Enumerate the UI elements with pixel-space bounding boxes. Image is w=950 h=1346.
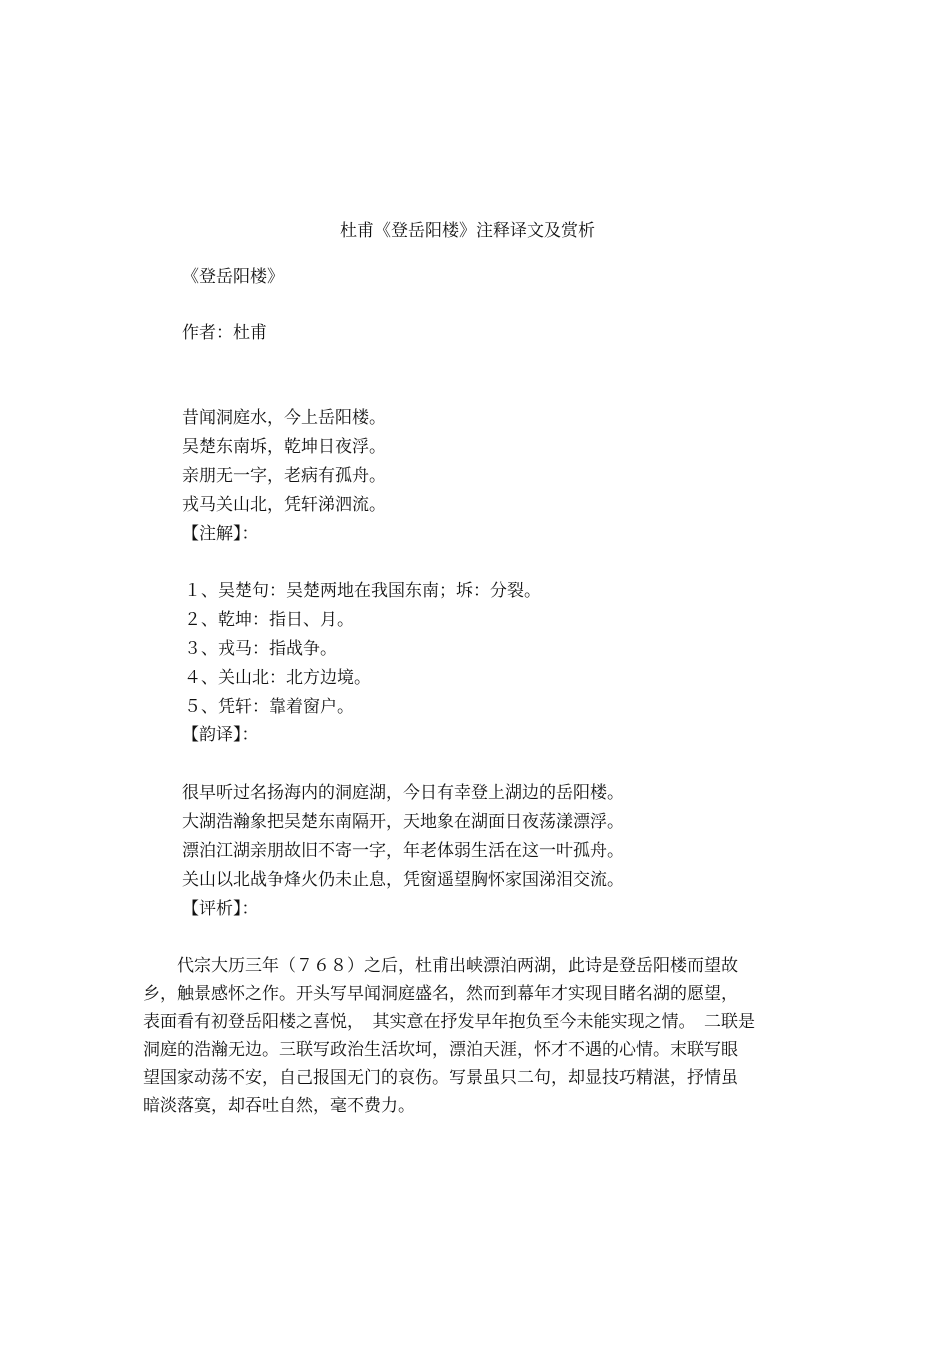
page-title: 杜甫《登岳阳楼》注释译文及赏析	[340, 221, 595, 241]
analysis-line: 表面看有初登岳阳楼之喜悦， 其实意在抒发早年抱负至今未能实现之情。 二联是	[143, 1012, 755, 1032]
analysis-line: 代宗大历三年（７６８）之后，杜甫出峡漂泊两湖，此诗是登岳阳楼而望故	[143, 956, 738, 976]
translation-line: 关山以北战争烽火仍未止息，凭窗遥望胸怀家国涕泪交流。	[182, 870, 624, 890]
translation-heading: 【韵译】：	[182, 725, 259, 745]
analysis-line: 暗淡落寞，却吞吐自然，毫不费力。	[143, 1096, 415, 1116]
analysis-line: 乡，触景感怀之作。开头写早闻洞庭盛名，然而到幕年才实现目睹名湖的愿望，	[143, 984, 738, 1004]
poem-line: 吴楚东南坼，乾坤日夜浮。	[182, 437, 386, 457]
translation-line: 漂泊江湖亲朋故旧不寄一字，年老体弱生活在这一叶孤舟。	[182, 841, 624, 861]
note-item: ３、戎马：指战争。	[184, 639, 337, 659]
poem-line: 戎马关山北，凭轩涕泗流。	[182, 495, 386, 515]
notes-heading: 【注解】：	[182, 524, 259, 544]
analysis-heading: 【评析】：	[182, 899, 259, 919]
note-item: ２、乾坤：指日、月。	[184, 610, 354, 630]
translation-line: 很早听过名扬海内的洞庭湖，今日有幸登上湖边的岳阳楼。	[182, 783, 624, 803]
poem-line: 昔闻洞庭水，今上岳阳楼。	[182, 408, 386, 428]
note-item: ５、凭轩：靠着窗户。	[184, 697, 354, 717]
note-item: ４、关山北：北方边境。	[184, 668, 371, 688]
translation-line: 大湖浩瀚象把吴楚东南隔开，天地象在湖面日夜荡漾漂浮。	[182, 812, 624, 832]
author-line: 作者：杜甫	[182, 323, 267, 343]
analysis-line: 望国家动荡不安，自己报国无门的哀伤。写景虽只二句，却显技巧精湛，抒情虽	[143, 1068, 738, 1088]
poem-line: 亲朋无一字，老病有孤舟。	[182, 466, 386, 486]
note-item: １、吴楚句：吴楚两地在我国东南；坼：分裂。	[184, 581, 541, 601]
poem-title: 《登岳阳楼》	[182, 267, 284, 287]
analysis-line: 洞庭的浩瀚无边。三联写政治生活坎坷，漂泊天涯，怀才不遇的心情。末联写眼	[143, 1040, 738, 1060]
